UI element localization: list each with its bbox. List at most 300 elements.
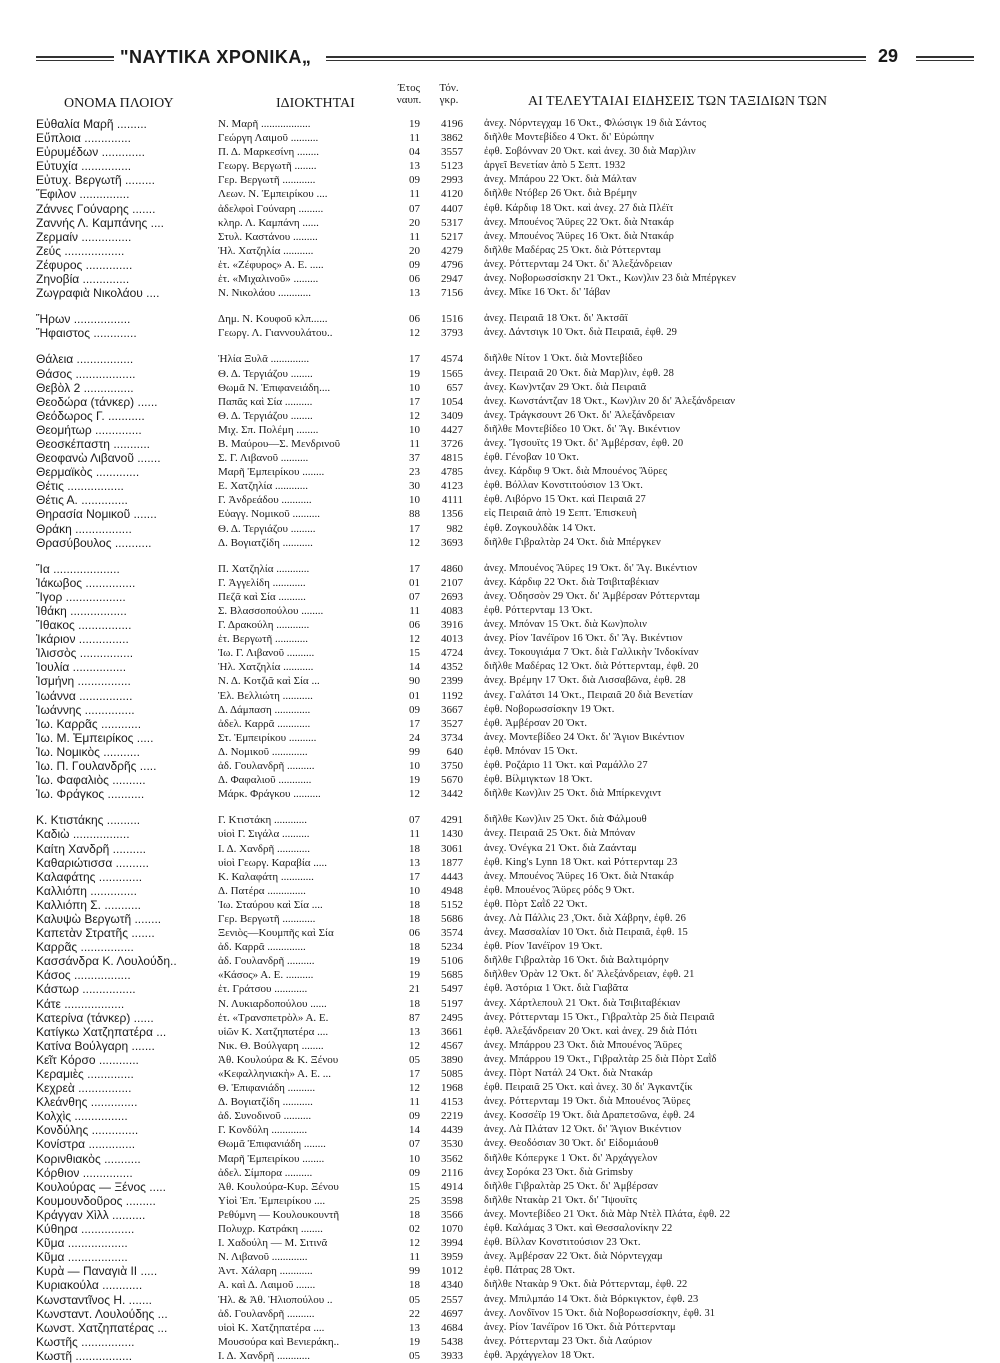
latest-news-cell: ἀνεχ. Πειραιᾶ 20 Ὀκτ. διὰ Μαρ)λιν, ἐφθ. 28 bbox=[484, 367, 674, 379]
owner-cell: Γ. Ἀνδρεάδου ........... bbox=[218, 494, 312, 507]
year-built-cell: 06 bbox=[409, 927, 420, 940]
owner-cell: Ἠλ. & Ἀθ. Ἡλιοπούλου .. bbox=[218, 1293, 333, 1306]
owner-cell: Θ. Ἐπιφανιάδη .......... bbox=[218, 1082, 316, 1095]
year-built-cell: 15 bbox=[409, 1180, 420, 1193]
ship-name-cell: Κωστῆς ................ bbox=[36, 1334, 135, 1349]
year-built-cell: 18 bbox=[409, 997, 420, 1010]
ship-name-cell: Κουλούρας — Ξένος ..... bbox=[36, 1179, 166, 1194]
ship-name-cell: Ζάννες Γούναρης ....... bbox=[36, 201, 156, 216]
group-separator bbox=[484, 300, 974, 312]
gross-tonnage-cell: 5670 bbox=[441, 774, 463, 787]
owner-cell: ἀδ. Γουλανδρῆ .......... bbox=[218, 955, 315, 968]
ship-name-cell: Θρασύβουλος ........... bbox=[36, 535, 152, 550]
owner-cell: υἱοὶ Γεωργ. Καραβία ..... bbox=[218, 856, 328, 869]
ship-name-cell: Ἰσμήνη ................ bbox=[36, 674, 131, 689]
owner-cell: ἀδελ. Σίμπορα .......... bbox=[218, 1166, 313, 1179]
latest-news-cell: διῆλθε Μαδέρας 12 Ὀκτ. διὰ Ρόττερνταμ, ἐφθ. 20 bbox=[484, 661, 699, 673]
group-separator bbox=[218, 340, 394, 352]
ship-name-cell: Καπετὰν Στρατῆς ....... bbox=[36, 926, 155, 941]
gross-tonnage-cell: 4567 bbox=[441, 1039, 463, 1052]
gross-tonnage-cell: 4427 bbox=[441, 423, 463, 436]
owner-column bbox=[218, 117, 394, 1363]
header-ship-name: ΟΝΟΜΑ ΠΛΟΙΟΥ bbox=[64, 96, 174, 111]
owner-cell: ἀδ. Συνοδινοῦ .......... bbox=[218, 1110, 312, 1123]
owner-cell: Μιχ. Σπ. Πολέμη ........ bbox=[218, 423, 319, 436]
latest-news-cell: ἐφθ. Ρίον Ἰανέϊρον 19 Ὀκτ. bbox=[484, 941, 603, 953]
latest-news-cell: ἐφθ. Βίλλαν Κονστιτούσιον 23 Ὀκτ. bbox=[484, 1237, 641, 1249]
owner-cell: Πεζᾶ καὶ Σία .......... bbox=[218, 590, 306, 603]
ship-name-cell: Θάσος .................. bbox=[36, 366, 136, 381]
ship-name-cell: Κεραμιὲς .............. bbox=[36, 1067, 134, 1081]
owner-cell: Μουσούρα καὶ Βενιεράκη.. bbox=[218, 1335, 340, 1348]
year-built-cell: 17 bbox=[409, 717, 420, 730]
latest-news-cell: ἀνεχ. Πειραιᾶ 25 Ὀκτ. διὰ Μπόναν bbox=[484, 828, 636, 840]
year-built-cell: 06 bbox=[409, 273, 420, 286]
gross-tonnage-cell: 3442 bbox=[441, 788, 463, 801]
ship-name-cell: Κάστωρ ................ bbox=[36, 982, 136, 997]
latest-news-cell: ἐφθ. Λιβόρνο 15 Ὀκτ. καὶ Πειραιᾶ 27 bbox=[484, 494, 646, 506]
gross-tonnage-cell: 3557 bbox=[441, 146, 463, 159]
year-built-cell: 06 bbox=[409, 313, 420, 326]
owner-cell: Ξενιὸς—Κουμπῆς καὶ Σία bbox=[218, 927, 334, 940]
owner-cell: Νικ. Θ. Βούλγαρη ........ bbox=[218, 1039, 324, 1052]
group-separator bbox=[425, 300, 463, 312]
gross-tonnage-cell: 5438 bbox=[441, 1335, 463, 1348]
ship-name-cell: Κατερίνα (τάνκερ) ...... bbox=[36, 1010, 154, 1025]
ship-name-cell: Ἴα .................... bbox=[36, 561, 120, 576]
owner-cell: Θωμᾶ Ν. Ἐπιφανειάδη.... bbox=[218, 381, 331, 394]
group-separator bbox=[36, 300, 212, 312]
gross-tonnage-cell: 5123 bbox=[441, 160, 463, 173]
gross-tonnage-cell: 4684 bbox=[441, 1321, 463, 1334]
gross-tonnage-cell: 3530 bbox=[441, 1138, 463, 1151]
gross-tonnage-cell: 1968 bbox=[441, 1082, 463, 1095]
year-built-cell: 17 bbox=[409, 522, 420, 535]
year-built-cell: 30 bbox=[409, 480, 420, 493]
gross-tonnage-cell: 4123 bbox=[441, 480, 463, 493]
owner-cell: ἀδ. Γουλανδρῆ .......... bbox=[218, 760, 315, 773]
owner-cell: Γεωργ. Βεργωτῆ ........ bbox=[218, 160, 317, 173]
latest-news-cell: ἀνεχ. Μπιλμπάο 14 Ὀκτ. διὰ Βόρκιγκτον, ἐφθ. 23 bbox=[484, 1293, 699, 1305]
year-built-cell: 12 bbox=[409, 1039, 420, 1052]
latest-news-cell: ἐφθ. Ρόττερνταμ 13 Ὀκτ. bbox=[484, 605, 593, 616]
latest-news-cell: ἐφθ. Πὸρτ Σαῒδ 22 Ὀκτ. bbox=[484, 898, 588, 910]
latest-news-cell: ἀνεχ. Πὸρτ Νατάλ 24 Ὀκτ. διὰ Ντακάρ bbox=[484, 1068, 653, 1079]
gross-tonnage-cell: 4796 bbox=[441, 258, 463, 271]
gross-tonnage-cell: 4083 bbox=[441, 605, 463, 617]
ship-name-cell: Ζεύς .................. bbox=[36, 243, 125, 258]
year-built-cell: 11 bbox=[409, 132, 420, 145]
owner-cell: ἑτ. «Τρανσπετρὸλ» Α. Ε. bbox=[218, 1011, 329, 1024]
year-built-cell: 37 bbox=[409, 452, 420, 465]
ship-name-cell: Ἰωάννα ................ bbox=[36, 688, 133, 703]
latest-news-cell: ἀνεχ. Μοντεβίδεο 21 Ὀκτ. διὰ Μὰρ Ντὲλ Πλάτα, ἐφθ. 22 bbox=[484, 1208, 731, 1220]
ship-name-cell: Θεοδώρα (τάνκερ) ...... bbox=[36, 394, 158, 409]
latest-news-cell: ἀνεχ. Μπουένος Ἄϋρες 16 Ὀκτ. διὰ Ντακάρ bbox=[484, 230, 675, 242]
year-built-cell: 04 bbox=[409, 146, 420, 159]
latest-news-cell: ἀνεχ. Ὀνέγκα 21 Ὀκτ. διὰ Ζαάνταμ bbox=[484, 842, 637, 854]
owner-cell: Π. Χατζηλία ............ bbox=[218, 562, 310, 575]
year-built-cell: 22 bbox=[409, 1307, 420, 1320]
owner-cell: Ἀθ. Κουλούρα-Κυρ. Ξένου bbox=[218, 1180, 339, 1193]
gross-tonnage-cell: 2557 bbox=[441, 1293, 463, 1306]
gross-tonnage-cell: 1192 bbox=[441, 689, 463, 702]
year-built-cell: 18 bbox=[409, 941, 420, 954]
ship-name-cell: Κολχὶς ................ bbox=[36, 1109, 128, 1124]
ship-name-cell: Καλυψὼ Βεργωτῆ ........ bbox=[36, 911, 162, 926]
owner-cell: Ν. Λυκιαρδοπούλου ...... bbox=[218, 997, 327, 1010]
latest-news-cell: ἀνεχ. Τράγκσουντ 26 Ὀκτ. δι' Ἀλεξάνδρειαν bbox=[484, 409, 675, 421]
gross-tonnage-cell: 3793 bbox=[441, 327, 463, 340]
year-built-cell: 11 bbox=[409, 230, 420, 243]
ship-name-cell: Εὔπλοια .............. bbox=[36, 131, 131, 146]
ship-name-cell: Κλεάνθης .............. bbox=[36, 1095, 138, 1110]
latest-news-cell: ἀργεῖ Βενετίαν ἀπὸ 5 Σεπτ. 1932 bbox=[484, 160, 626, 172]
owner-cell: Σ. Βλασσοπούλου ........ bbox=[218, 605, 324, 617]
gross-tonnage-cell: 1877 bbox=[441, 856, 463, 869]
news-column bbox=[484, 117, 974, 1363]
gross-tonnage-cell: 5686 bbox=[441, 912, 463, 925]
ship-name-cell: Κατίνα Βούλγαρη ....... bbox=[36, 1038, 155, 1053]
owner-cell: Ι. Δ. Χανδρῆ ............ bbox=[218, 1349, 310, 1362]
latest-news-cell: ἐφθ. Γένοβαν 10 Ὀκτ. bbox=[484, 452, 580, 464]
owner-cell: κληρ. Λ. Καμπάνη ...... bbox=[218, 216, 319, 229]
gross-tonnage-cell: 3994 bbox=[441, 1237, 463, 1250]
year-built-cell: 18 bbox=[409, 1208, 420, 1221]
owner-cell: υἱοὶ Γ. Σιγάλα .......... bbox=[218, 828, 310, 841]
gross-tonnage-cell: 5217 bbox=[441, 230, 463, 243]
ship-name-cell: Κουμουνδοῦρος ......... bbox=[36, 1193, 156, 1208]
ship-name-cell: Ζερμαίν ............... bbox=[36, 229, 132, 244]
gross-tonnage-cell: 4948 bbox=[441, 884, 463, 897]
latest-news-cell: ἐφθ. Βίλμιγκτων 18 Ὀκτ. bbox=[484, 774, 593, 786]
gross-tonnage-cell: 4860 bbox=[441, 562, 463, 575]
owner-cell: Ἀντ. Χάλαρη ............ bbox=[218, 1265, 313, 1278]
group-separator bbox=[484, 550, 974, 562]
gross-tonnage-cell: 4574 bbox=[441, 353, 463, 366]
latest-news-cell: ἀνεχ. Βρέμην 17 Ὀκτ. διὰ Λισσαβῶνα, ἐφθ. 28 bbox=[484, 675, 686, 687]
gross-tonnage-cell: 1430 bbox=[441, 828, 463, 841]
gross-tonnage-cell: 5317 bbox=[441, 216, 463, 229]
year-built-cell: 19 bbox=[409, 774, 420, 787]
latest-news-cell: ἀνεχ Σορόκα 23 Ὀκτ. διὰ Grimsby bbox=[484, 1166, 634, 1178]
latest-news-cell: διῆλθε Μοντεβίδεο 4 Ὀκτ. δι' Εὐρώπην bbox=[484, 132, 654, 144]
group-separator bbox=[396, 300, 420, 312]
year-built-cell: 19 bbox=[409, 969, 420, 982]
year-built-cell: 17 bbox=[409, 1068, 420, 1080]
ship-name-cell: Ἰθάκη ................. bbox=[36, 604, 127, 618]
gross-tonnage-cell: 1516 bbox=[441, 313, 463, 326]
group-separator bbox=[36, 340, 212, 352]
year-built-cell: 12 bbox=[409, 633, 420, 646]
latest-news-cell: ἀνεχ. Ρίον Ἰανέϊρον 16 Ὀκτ. διὰ Ρόττερνταμ bbox=[484, 1321, 676, 1333]
owner-cell: Στυλ. Καστάνου ......... bbox=[218, 230, 318, 243]
latest-news-cell: διῆλθε Γιβραλτὰρ 25 Ὀκτ. δι' Ἀμβέρσαν bbox=[484, 1180, 658, 1192]
latest-news-cell: διῆλθε Νίτον 1 Ὀκτ. διὰ Μοντεβίδεο bbox=[484, 353, 643, 365]
ship-name-cell: Θράκη ................. bbox=[36, 521, 132, 536]
group-separator bbox=[484, 340, 974, 352]
year-built-cell: 10 bbox=[409, 760, 420, 773]
gross-tonnage-cell: 1565 bbox=[441, 367, 463, 380]
gross-tonnage-cell: 3862 bbox=[441, 132, 463, 145]
latest-news-cell: ἀνεχ. Μπουένος Ἄϋρες 16 Ὀκτ. διὰ Ντακάρ bbox=[484, 870, 675, 882]
latest-news-cell: ἐφθ. Ἀστόρια 1 Ὀκτ. διὰ Γιαβᾶτα bbox=[484, 983, 629, 995]
ship-name-column bbox=[36, 117, 212, 1363]
latest-news-cell: ἀνεχ. Χάρτλεπουλ 21 Ὀκτ. διὰ Τσιβιταβέκιαν bbox=[484, 997, 681, 1009]
latest-news-cell: διῆλθεν Ὀρὰν 12 Ὀκτ. δι' Ἀλεξάνδρειαν, ἐφθ. 21 bbox=[484, 969, 695, 981]
ship-name-cell: Καρρᾶς ................ bbox=[36, 940, 134, 955]
latest-news-cell: ἐφθ. Ἀρχάγγελον 18 Ὀκτ. bbox=[484, 1349, 595, 1361]
owner-cell: Γεωργ. Λ. Γιαννουλάτου.. bbox=[218, 327, 333, 340]
latest-news-cell: ἀνεχ. Λὰ Πάλλις 23 ,Ὀκτ. διὰ Χάβρην, ἐφθ. 26 bbox=[484, 912, 686, 924]
gross-tonnage-cell: 4407 bbox=[441, 202, 463, 215]
owner-cell: Β. Μαύρου—Σ. Μενδρινοῦ bbox=[218, 437, 341, 450]
ship-name-cell: Καλλιόπη Σ. ........... bbox=[36, 897, 142, 912]
year-built-cell: 88 bbox=[409, 508, 420, 521]
ship-name-cell: Ἰω. Μ. Ἐμπειρίκος ..... bbox=[36, 730, 154, 745]
owner-cell: Θ. Δ. Τεργιάζου ........ bbox=[218, 367, 313, 380]
gross-tonnage-cell: 640 bbox=[446, 745, 463, 758]
year-built-cell: 19 bbox=[409, 367, 420, 380]
latest-news-cell: διῆλθε Γιβραλτὰρ 16 Ὀκτ. διὰ Βαλτιμόρην bbox=[484, 955, 669, 967]
ship-name-cell: Ἥρων ................. bbox=[36, 312, 131, 327]
owner-cell: Γερ. Βεργωτῆ ............ bbox=[218, 174, 316, 187]
year-built-cell: 18 bbox=[409, 912, 420, 925]
latest-news-cell: ἐφθ. Μπουένος Ἄϋρες ρόδς 9 Ὀκτ. bbox=[484, 884, 635, 896]
ship-name-cell: Κῦμα .................. bbox=[36, 1236, 128, 1251]
ship-name-cell: Θηρασία Νομικοῦ ....... bbox=[36, 507, 157, 522]
owner-cell: Δ. Νομικοῦ ............. bbox=[218, 745, 308, 758]
latest-news-cell: διῆλθε Ντόβερ 26 Ὀκτ. διὰ Βρέμην bbox=[484, 188, 637, 200]
year-built-cell: 25 bbox=[409, 1194, 420, 1207]
latest-news-cell: ἀνεχ. Ρόττερνταμ 15 Ὀκτ., Γιβραλτὰρ 25 διὰ Πειραιᾶ bbox=[484, 1011, 715, 1023]
ship-name-cell: Ἰω. Καρρᾶς ............ bbox=[36, 716, 142, 731]
ship-name-cell: Θερμαϊκὸς ............. bbox=[36, 465, 140, 480]
gross-tonnage-cell: 3566 bbox=[441, 1208, 463, 1221]
group-separator bbox=[425, 801, 463, 813]
gross-tonnage-cell: 657 bbox=[446, 381, 463, 394]
ship-name-cell: Ἥφαιστος ............. bbox=[36, 326, 137, 341]
gross-tonnage-cell: 5685 bbox=[441, 969, 463, 982]
year-built-cell: 07 bbox=[409, 202, 420, 215]
year-built-cell: 19 bbox=[409, 118, 420, 130]
ship-name-cell: Θεοσκέπαστη ........... bbox=[36, 436, 150, 451]
latest-news-cell: ἐφθ. Πειραιᾶ 25 Ὀκτ. καὶ ἀνεχ. 30 δι' Ἀγκαντζίκ bbox=[484, 1082, 693, 1094]
latest-news-cell: ἀνεχ. Λὰ Πλάταν 12 Ὀκτ. δι' Ἅγιον Βικέντιον bbox=[484, 1124, 682, 1136]
ship-name-cell: Ζωγραφιὰ Νικολάου .... bbox=[36, 286, 160, 301]
latest-news-cell: ἀνεχ. Μπάρρου 19 Ὀκτ., Γιβραλτὰρ 25 διὰ Πὸρτ Σαῒδ bbox=[484, 1053, 717, 1065]
year-built-cell: 12 bbox=[409, 536, 420, 549]
latest-news-cell: ἀνεχ. Μῖκε 16 Ὀκτ. δι' Ἰάβαν bbox=[484, 287, 611, 299]
latest-news-cell: ἐφθ. Βόλλαν Κονστιτούσιον 13 Ὀκτ. bbox=[484, 480, 643, 492]
ship-name-cell: Θεοφανὼ Λιβανοῦ ....... bbox=[36, 451, 161, 466]
ship-name-cell: Κ. Κτιστάκης .......... bbox=[36, 813, 141, 828]
owner-cell: υἱοὶ Κ. Χατζηπατέρα .... bbox=[218, 1321, 325, 1334]
gross-tonnage-cell: 2495 bbox=[441, 1011, 463, 1024]
gross-tonnage-cell: 4914 bbox=[441, 1180, 463, 1193]
year-built-cell: 11 bbox=[409, 605, 420, 617]
year-built-cell: 11 bbox=[409, 1096, 420, 1109]
year-built-cell: 17 bbox=[409, 395, 420, 408]
owner-cell: Ρεθύμνη — Κουλουκουντῆ bbox=[218, 1208, 340, 1221]
owner-cell: Κ. Καλαφάτη ............ bbox=[218, 870, 314, 883]
gross-tonnage-cell: 4013 bbox=[441, 633, 463, 646]
latest-news-cell: ἀνεχ. Μασσαλίαν 10 Ὀκτ. διὰ Πειραιᾶ, ἐφθ. 15 bbox=[484, 927, 688, 939]
gross-tonnage-cell: 4196 bbox=[441, 118, 463, 130]
latest-news-cell: ἀνεχ. Ρίον Ἰανέϊρον 16 Ὀκτ. δι' Ἅγ. Βικέντιον bbox=[484, 633, 683, 645]
owner-cell: ἀδελ. Καρρᾶ ............ bbox=[218, 717, 311, 730]
masthead bbox=[36, 44, 974, 70]
latest-news-cell: διῆλθε Γιβραλτὰρ 24 Ὀκτ. διὰ Μπέργκεν bbox=[484, 536, 661, 548]
ship-name-cell: Ἰω. Φαφαλιὸς .......... bbox=[36, 773, 146, 788]
gross-tonnage-cell: 2993 bbox=[441, 174, 463, 187]
gross-tonnage-cell: 5152 bbox=[441, 898, 463, 911]
ship-name-cell: Θεομήτωρ .............. bbox=[36, 422, 142, 437]
gross-tonnage-cell: 5106 bbox=[441, 955, 463, 968]
ship-name-cell: Κυριακούλα ............ bbox=[36, 1278, 143, 1293]
year-built-cell: 23 bbox=[409, 466, 420, 479]
header-latest-news: ΑΙ ΤΕΛΕΥΤΑΙΑΙ ΕΙΔΗΣΕΙΣ ΤΩΝ ΤΑΞΙΔΙΩΝ ΤΩΝ bbox=[528, 94, 828, 109]
group-separator bbox=[36, 550, 212, 562]
year-column bbox=[396, 117, 420, 1363]
ship-name-cell: Ζηνοβία .............. bbox=[36, 272, 130, 287]
owner-cell: ἑτ. «Μιχαλινοῦ» ......... bbox=[218, 273, 319, 286]
latest-news-cell: ἐφθ. Σοβόνναν 20 Ὀκτ. καὶ ἀνεχ. 30 διὰ Μαρ)λιν bbox=[484, 146, 696, 158]
owner-cell: Στ. Ἐμπειρίκου .......... bbox=[218, 731, 317, 744]
ship-name-cell: Ἰουλία ................ bbox=[36, 660, 127, 675]
group-separator bbox=[425, 340, 463, 352]
latest-news-cell: διῆλθε Μαδέρας 25 Ὀκτ. διὰ Ρόττερνταμ bbox=[484, 244, 662, 256]
owner-cell: Δ. Πατέρα .............. bbox=[218, 884, 306, 897]
ship-name-cell: Καλαφάτης ............. bbox=[36, 869, 143, 884]
owner-cell: Πολυχρ. Κατράκη ........ bbox=[218, 1223, 323, 1236]
latest-news-cell: ἀνεχ. Μπάρου 22 Ὀκτ. διὰ Μάλταν bbox=[484, 174, 637, 186]
latest-news-cell: εἰς Πειραιᾶ ἀπὸ 19 Σεπτ. Ἐπισκευὴ bbox=[484, 508, 637, 520]
latest-news-cell: διῆλθε Ντακὰρ 9 Ὀκτ. διὰ Ρόττερνταμ, ἐφθ. 22 bbox=[484, 1279, 688, 1291]
ship-name-cell: Εὐθαλία Μαρῆ ......... bbox=[36, 117, 147, 131]
ship-name-cell: Ἔφιλον ............... bbox=[36, 187, 130, 202]
latest-news-cell: ἐφθ. Νοβορωσσίσκην 19 Ὀκτ. bbox=[484, 703, 615, 715]
owner-cell: Λεων. Ν. Ἐμπειρίκου .... bbox=[218, 188, 328, 201]
year-built-cell: 99 bbox=[409, 745, 420, 758]
ship-name-cell: Κράγγαν Χὶλλ .......... bbox=[36, 1207, 146, 1222]
year-built-cell: 12 bbox=[409, 327, 420, 340]
owner-cell: Ἠλ. Χατζηλία ........... bbox=[218, 244, 314, 257]
ship-name-cell: Κονίστρα .............. bbox=[36, 1137, 136, 1152]
owner-cell: Γερ. Βεργωτῆ ............ bbox=[218, 912, 316, 925]
owner-cell: Ε. Χατζηλία ............ bbox=[218, 480, 309, 493]
owner-cell: Ι. Δ. Χανδρῆ ............ bbox=[218, 842, 310, 855]
owner-cell: Γ. Κονδύλη ............. bbox=[218, 1124, 308, 1137]
latest-news-cell: ἀνεχ. Ἀμβέρσαν 22 Ὀκτ. διὰ Νόρντεγχαμ bbox=[484, 1251, 663, 1263]
latest-news-cell: διῆλθε Κων)λιν 25 Ὀκτ. διὰ Μπίρκενχιντ bbox=[484, 788, 662, 800]
latest-news-cell: ἐφθ. Ἀμβέρσαν 20 Ὀκτ. bbox=[484, 717, 588, 729]
ship-name-cell: Ἰκάριον ............... bbox=[36, 632, 129, 647]
latest-news-cell: ἐφθ. Πάτρας 28 Ὀκτ. bbox=[484, 1265, 576, 1277]
masthead-rule-left bbox=[36, 56, 114, 61]
ship-name-cell: Κωστῆ ................. bbox=[36, 1348, 133, 1363]
masthead-rule-right bbox=[916, 56, 974, 61]
group-separator bbox=[396, 550, 420, 562]
year-built-cell: 01 bbox=[409, 576, 420, 589]
year-built-cell: 17 bbox=[409, 870, 420, 883]
owner-cell: ἑτ. «Ζέφυρος» Α. Ε. ..... bbox=[218, 258, 324, 271]
latest-news-cell: ἀνεχ. Ρόττερνταμ 24 Ὀκτ. δι' Ἀλεξάνδρειαν bbox=[484, 258, 673, 270]
gross-tonnage-cell: 4724 bbox=[441, 647, 463, 660]
owner-cell: Ν. Δ. Κοτζιᾶ καὶ Σία ... bbox=[218, 675, 320, 688]
ship-name-cell: Εὐτυχ. Βεργωτῆ ......... bbox=[36, 173, 155, 188]
year-built-cell: 05 bbox=[409, 1053, 420, 1066]
year-built-cell: 05 bbox=[409, 1349, 420, 1362]
latest-news-cell: ἐφθ. Καλάμας 3 Ὀκτ. καὶ Θεσσαλονίκην 22 bbox=[484, 1223, 673, 1235]
group-separator bbox=[218, 550, 394, 562]
year-built-cell: 17 bbox=[409, 562, 420, 575]
latest-news-cell: ἀνεχ. Ρόττερνταμ 23 Ὀκτ. διὰ Λαύριον bbox=[484, 1335, 652, 1347]
ship-name-cell: Κονδύλης .............. bbox=[36, 1123, 139, 1138]
masthead-rule-center bbox=[326, 56, 866, 61]
gross-tonnage-cell: 3693 bbox=[441, 536, 463, 549]
ship-name-cell: Ἰω. Π. Γουλανδρῆς ..... bbox=[36, 759, 157, 774]
group-separator bbox=[396, 801, 420, 813]
year-built-cell: 10 bbox=[409, 381, 420, 394]
group-separator bbox=[396, 340, 420, 352]
year-built-cell: 18 bbox=[409, 842, 420, 855]
latest-news-cell: ἀνεχ. Μπουένος Ἄϋρες 22 Ὀκτ. διὰ Ντακάρ bbox=[484, 216, 675, 228]
year-built-cell: 02 bbox=[409, 1223, 420, 1236]
group-separator bbox=[484, 801, 974, 813]
owner-cell: Μαρῆ Ἐμπειρίκου ........ bbox=[218, 1152, 325, 1165]
gross-tonnage-cell: 3061 bbox=[441, 842, 463, 855]
ship-name-cell: Ἰωάννης ............... bbox=[36, 702, 135, 717]
ship-name-cell: Ζαννής Λ. Καμπάνης .... bbox=[36, 215, 164, 230]
ship-name-cell: Κόρθιον ............... bbox=[36, 1165, 133, 1180]
ship-name-cell: Θάλεια ................. bbox=[36, 352, 134, 367]
owner-cell: ἀδ. Καρρᾶ .............. bbox=[218, 941, 306, 954]
year-built-cell: 24 bbox=[409, 731, 420, 744]
latest-news-cell: ἐφθ. Ροζάριο 11 Ὀκτ. καὶ Ραμάλλο 27 bbox=[484, 760, 648, 772]
owner-cell: Ἰω. Γ. Λιβανοῦ .......... bbox=[218, 647, 315, 660]
gross-tonnage-cell: 3661 bbox=[441, 1025, 463, 1038]
year-built-cell: 13 bbox=[409, 856, 420, 869]
gross-tonnage-cell: 982 bbox=[446, 522, 463, 535]
latest-news-cell: ἀνεχ. Λονδῖνον 15 Ὀκτ. διὰ Νοβορωσσίσκην, ἐφθ. 31 bbox=[484, 1307, 716, 1319]
latest-news-cell: ἀνεχ. Κωνστάντζαν 18 Ὀκτ., Κων)λιν 20 δι' Ἀλεξάνδρειαν bbox=[484, 395, 736, 407]
owner-cell: Π. Δ. Μαρκεσίνη ........ bbox=[218, 146, 319, 159]
year-built-cell: 14 bbox=[409, 1124, 420, 1137]
gross-tonnage-cell: 2116 bbox=[441, 1166, 463, 1179]
gross-tonnage-cell: 3734 bbox=[441, 731, 463, 744]
latest-news-cell: ἀνεχ. Μπουένος Ἄϋρες 19 Ὀκτ. δι' Ἅγ. Βικέντιον bbox=[484, 562, 698, 574]
owner-cell: ἀδ. Γουλανδρῆ .......... bbox=[218, 1307, 315, 1320]
owner-cell: Γεώργη Λαιμοῦ .......... bbox=[218, 132, 319, 145]
year-built-cell: 90 bbox=[409, 675, 420, 688]
owner-cell: Δ. Βογιατζίδη ........... bbox=[218, 1096, 313, 1109]
latest-news-cell: ἀνεχ. Κάρδιφ 9 Ὀκτ. διὰ Μπουένος Ἄϋρες bbox=[484, 466, 668, 478]
owner-cell: Ἐλ. Βελλιώτη ........... bbox=[218, 689, 313, 702]
ship-name-cell: Κωνσταντ. Λουλούδης ... bbox=[36, 1306, 168, 1321]
owner-cell: Α. καὶ Δ. Λαιμοῦ ....... bbox=[218, 1279, 316, 1292]
latest-news-cell: ἀνεχ. Δάντσιγκ 10 Ὀκτ. διὰ Πειραιᾶ, ἐφθ. 29 bbox=[484, 327, 678, 339]
owner-cell: Θωμᾶ Ἐπιφανιάδη ........ bbox=[218, 1138, 326, 1151]
owner-cell: Ἠλία Ξυλᾶ .............. bbox=[218, 353, 310, 366]
ship-name-cell: Ἰάκωβος ............... bbox=[36, 575, 136, 590]
year-built-cell: 14 bbox=[409, 661, 420, 674]
gross-tonnage-cell: 5497 bbox=[441, 983, 463, 996]
latest-news-cell: ἀνεχ. Κων)ντζαν 29 Ὀκτ. διὰ Πειραιᾶ bbox=[484, 381, 647, 393]
latest-news-cell: διῆλθε Κόπεργκε 1 Ὀκτ. δι' Ἀρχάγγελον bbox=[484, 1152, 658, 1164]
ship-name-cell: Κεχρεὰ ................ bbox=[36, 1081, 132, 1096]
gross-tonnage-cell: 1054 bbox=[441, 395, 463, 408]
